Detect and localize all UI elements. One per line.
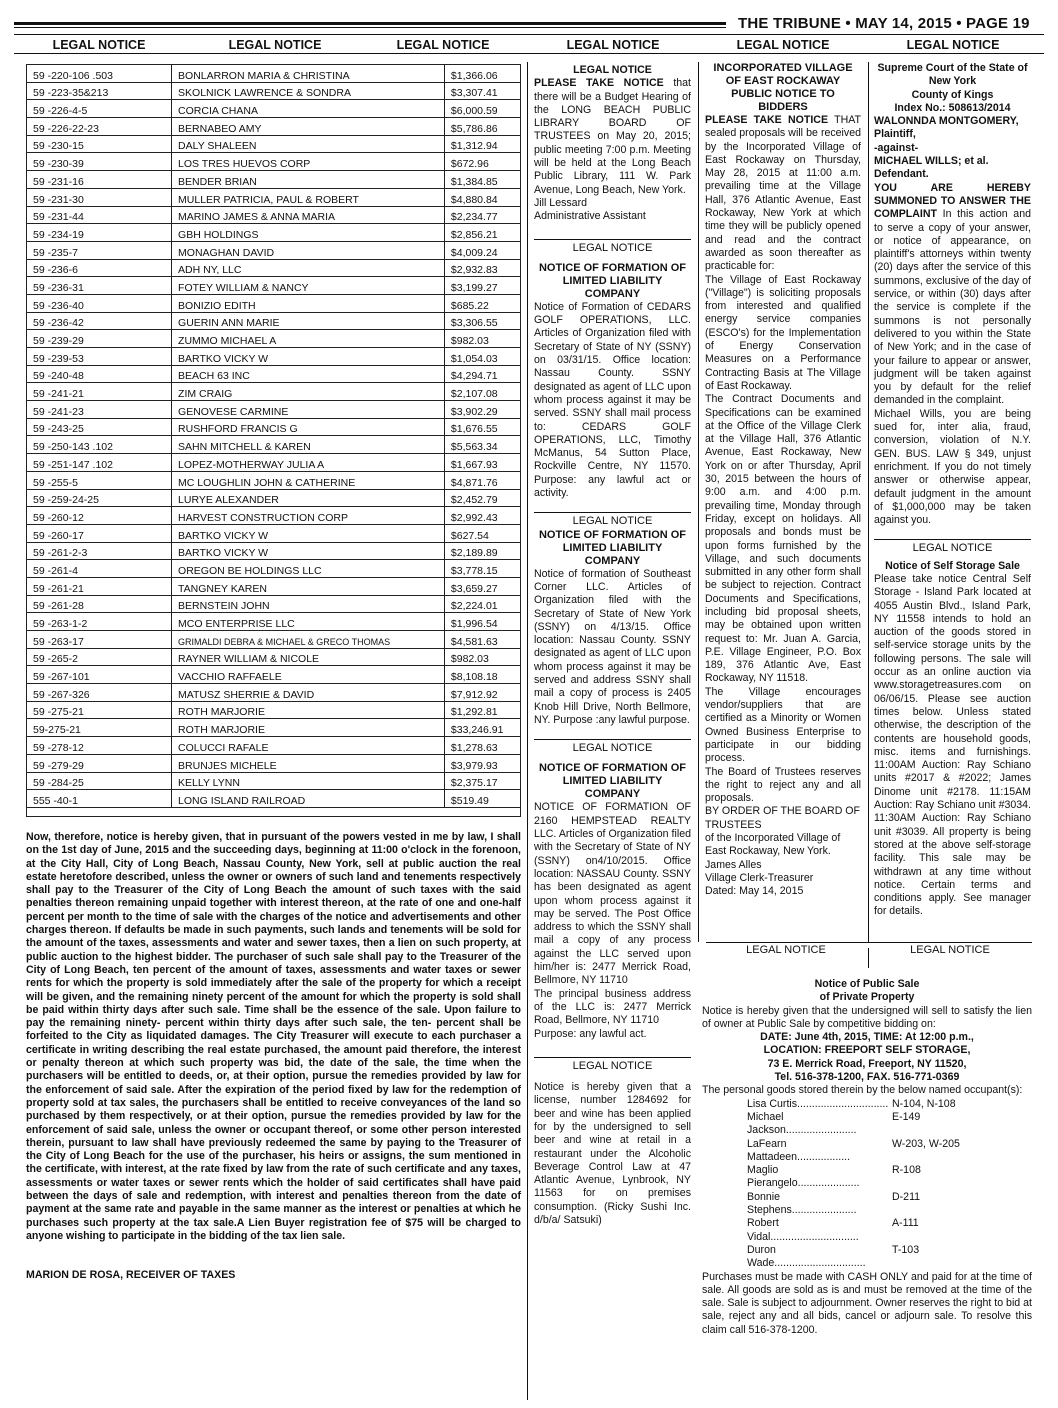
parcel-number: 59 -230-15 <box>27 135 172 153</box>
occupant-row <box>702 1138 1032 1165</box>
parcel-number: 59 -241-21 <box>27 383 172 401</box>
owner-name: VACCHIO RAFFAELE <box>172 666 445 684</box>
parcel-number: 59 -234-19 <box>27 224 172 242</box>
parcel-number: 59 -259-24-25 <box>27 489 172 507</box>
library-notice-heading: LEGAL NOTICE <box>573 64 652 76</box>
owner-name: GBH HOLDINGS <box>172 224 445 242</box>
owner-name: ADH NY, LLC <box>172 259 445 277</box>
parcel-number: 59 -255-5 <box>27 471 172 489</box>
plaintiff: WALONNDA MONTGOMERY, Plaintiff, <box>874 115 1019 141</box>
header-bottom-rule <box>14 53 1044 54</box>
owner-name: GENOVESE CARMINE <box>172 401 445 419</box>
bidders-notice-body <box>705 114 861 274</box>
parcel-number: 59 -263-1-2 <box>27 613 172 631</box>
amount-due: $6,000.59 <box>444 100 520 118</box>
bidders-notice-signature: BY ORDER OF THE BOARD OF TRUSTEES <box>705 805 861 831</box>
parcel-number: 59 -231-44 <box>27 206 172 224</box>
bidders-notice-signature: James Alles <box>705 858 762 871</box>
owner-name: GRIMALDI DEBRA & MICHAEL & GRECO THOMAS <box>172 631 445 649</box>
amount-due: $2,375.17 <box>444 772 520 790</box>
public-sale-subtitle: of Private Property <box>819 991 915 1004</box>
amount-due: $1,278.63 <box>444 737 520 755</box>
amount-due: $5,786.86 <box>444 118 520 136</box>
legal-notice-divider: LEGAL NOTICE <box>910 944 990 956</box>
amount-due: $4,871.76 <box>444 471 520 489</box>
lien-row <box>27 719 521 737</box>
amount-due: $1,384.85 <box>444 171 520 189</box>
occupant-name: Maglio Pierangelo..................... <box>747 1164 860 1190</box>
parcel-number: 59 -260-17 <box>27 524 172 542</box>
storage-sale-body: Please take notice Central Self Storage - Island Park located at 4055 Austin Blvd., Island Park, NY 11558 intends to hold an auction of the goods stored in self-service storage units by the following persons. The sale will occur as an online auction via www.storagetreasures.com on 06/06/15. Please see auction times below. Unless stated otherwise, the description of the contents are household goods, misc. items and furnishings. 11:00AM Auction: Ray Schiano units #2017 & #2022; James Dinome unit #2178. 11:15AM Auction: Ray Schiano unit #3034. 11:30AM Auction: Ray Schiano unit #3039. All property is being stored at the above self-storage facility. This sale may be withdrawn at any time without notice. Certain terms and conditions apply. See manager for details. <box>874 572 1031 918</box>
lien-row <box>27 312 521 330</box>
amount-due: $2,992.43 <box>444 507 520 525</box>
amount-due: $3,306.55 <box>444 312 520 330</box>
public-sale-location: LOCATION: FREEPORT SELF STORAGE, <box>763 1044 971 1057</box>
column-divider <box>868 948 869 968</box>
public-sale-intro: Notice is hereby given that the undersigned will sell to satisfy the lien of owner at Public Sale by competitive bidding on: <box>702 1004 1032 1030</box>
amount-due: $33,246.91 <box>444 719 520 737</box>
bidders-notice-signature: Village Clerk-Treasurer <box>705 871 814 884</box>
amount-due: $982.03 <box>444 330 520 348</box>
occupant-name: Robert Vidal.............................. <box>747 1217 859 1243</box>
lien-row <box>27 790 521 808</box>
lien-row <box>27 294 521 312</box>
amount-due: $627.54 <box>444 524 520 542</box>
llc-notice-body-purpose: Purpose: any lawful act. <box>534 1027 647 1040</box>
lien-row <box>27 613 521 631</box>
lien-row <box>27 542 521 560</box>
lien-row <box>27 471 521 489</box>
lien-row <box>27 365 521 383</box>
lien-row <box>27 241 521 259</box>
parcel-number: 59 -235-7 <box>27 241 172 259</box>
lien-row <box>27 436 521 454</box>
library-notice-signature-title: Administrative Assistant <box>534 210 646 223</box>
owner-name: MC LOUGHLIN JOHN & CATHERINE <box>172 471 445 489</box>
parcel-number: 59 -243-25 <box>27 418 172 436</box>
parcel-number: 555 -40-1 <box>27 790 172 808</box>
parcel-number: 59 -250-143 .102 <box>27 436 172 454</box>
public-sale-closing: Purchases must be made with CASH ONLY and paid for at the time of sale. All goods are sold as is and must be removed at the time of the sale. Sale is subject to adjournment. Owner reserves the right to bid at sale, reject any and all bids, cancel or adjourn sale. To resolve this claim call 516-378-1200. <box>702 1270 1032 1336</box>
column-header-2: LEGAL NOTICE <box>228 38 322 52</box>
amount-due: $4,294.71 <box>444 365 520 383</box>
llc-notice-body-address: The principal business address of the LLC is: 2477 Merrick Road, Bellmore, NY 11710 <box>534 987 691 1027</box>
lien-row <box>27 524 521 542</box>
parcel-number: 59 -239-53 <box>27 348 172 366</box>
parcel-number: 59 -226-4-5 <box>27 100 172 118</box>
owner-name: KELLY LYNN <box>172 772 445 790</box>
parcel-number: 59 -267-326 <box>27 684 172 702</box>
parcel-number: 59 -231-16 <box>27 171 172 189</box>
bidders-notice-paragraph: The Village encourages vendor/suppliers that are certified as a Minority or Women Owned Business Enterprise to participate in our bidding process. <box>705 685 861 765</box>
lien-row <box>27 153 521 171</box>
amount-due: $519.49 <box>444 790 520 808</box>
parcel-number: 59-275-21 <box>27 719 172 737</box>
owner-name: RUSHFORD FRANCIS G <box>172 418 445 436</box>
parcel-number: 59 -284-25 <box>27 772 172 790</box>
owner-name: DALY SHALEEN <box>172 135 445 153</box>
amount-due: $7,912.92 <box>444 684 520 702</box>
owner-name: TANGNEY KAREN <box>172 577 445 595</box>
owner-name: RAYNER WILLIAM & NICOLE <box>172 648 445 666</box>
public-sale-phone: Tel. 516-378-1200, FAX. 516-771-0369 <box>774 1071 960 1084</box>
defendant: MICHAEL WILLS; et al. Defendant. <box>874 155 989 181</box>
amount-due: $1,366.06 <box>444 65 520 83</box>
amount-due: $1,667.93 <box>444 454 520 472</box>
occupant-name: Duron Wade............................... <box>747 1243 866 1270</box>
parcel-number: 59 -260-12 <box>27 507 172 525</box>
column-4 <box>705 62 861 899</box>
amount-due: $982.03 <box>444 648 520 666</box>
parcel-number: 59 -236-40 <box>27 294 172 312</box>
amount-due: $3,199.27 <box>444 277 520 295</box>
occupant-unit: A-111 <box>892 1217 919 1230</box>
owner-name: ZIM CRAIG <box>172 383 445 401</box>
amount-due: $3,902.29 <box>444 401 520 419</box>
lien-row <box>27 666 521 684</box>
lien-row <box>27 100 521 118</box>
library-notice-body <box>534 77 691 197</box>
lien-row <box>27 560 521 578</box>
owner-name: BARTKO VICKY W <box>172 524 445 542</box>
lien-row <box>27 277 521 295</box>
owner-name: FOTEY WILLIAM & NANCY <box>172 277 445 295</box>
lien-row <box>27 684 521 702</box>
court-name: Supreme Court of the State of New York <box>877 62 1028 88</box>
column-divider <box>868 62 869 942</box>
library-notice-text: that there will be a Budget Hearing of the LONG BEACH PUBLIC LIBRARY BOARD OF TRUSTEES on May 20, 2015; public meeting 7:00 p.m. Meeting will be held at the Long Beach Public Library, 111 W. Park Avenue, Long Beach, New York. <box>534 77 691 196</box>
summons-body-2: Michael Wills, you are being sued for, inter alia, fraud, conversion, violation of N.Y. GEN. BUS. LAW § 349, unjust enrichment. If you do not timely answer or otherwise appear, default judgment in the amount of $1,000,000 may be taken against you. <box>874 407 1031 527</box>
owner-name: LURYE ALEXANDER <box>172 489 445 507</box>
amount-due: $1,676.55 <box>444 418 520 436</box>
amount-due: $1,996.54 <box>444 613 520 631</box>
amount-due: $2,932.83 <box>444 259 520 277</box>
owner-name: BERNSTEIN JOHN <box>172 595 445 613</box>
lien-row <box>27 454 521 472</box>
lien-row <box>27 348 521 366</box>
lien-row <box>27 737 521 755</box>
tax-sale-signature: MARION DE ROSA, RECEIVER OF TAXES <box>26 1269 236 1281</box>
column-header-5: LEGAL NOTICE <box>736 38 830 52</box>
amount-due: $3,307.41 <box>444 82 520 100</box>
summons-lead: YOU ARE HEREBY SUMMONED TO ANSWER THE COMPLAINT <box>874 181 1031 221</box>
occupant-name: Bonnie Stephens...................... <box>747 1190 857 1217</box>
occupant-unit: T-103 <box>892 1243 920 1256</box>
occupant-row <box>702 1111 1032 1138</box>
parcel-number: 59 -240-48 <box>27 365 172 383</box>
amount-due: $2,452.79 <box>444 489 520 507</box>
parcel-number: 59 -236-31 <box>27 277 172 295</box>
column-3 <box>534 64 691 1227</box>
header-top-rule <box>14 34 1044 35</box>
column-divider <box>527 62 528 1400</box>
column-header-6: LEGAL NOTICE <box>906 38 1000 52</box>
lien-row <box>27 631 521 649</box>
lien-row <box>27 401 521 419</box>
bidders-notice-title: INCORPORATED VILLAGE OF EAST ROCKAWAY PUBLIC NOTICE TO BIDDERS <box>713 62 853 113</box>
parcel-number: 59 -241-23 <box>27 401 172 419</box>
amount-due: $3,659.27 <box>444 577 520 595</box>
public-sale-notice <box>702 978 1032 1337</box>
owner-name: SAHN MITCHELL & KAREN <box>172 436 445 454</box>
llc-notice-title: NOTICE OF FORMATION OF LIMITED LIABILITY COMPANY <box>538 762 687 801</box>
owner-name: GUERIN ANN MARIE <box>172 312 445 330</box>
lien-row <box>27 507 521 525</box>
occupant-name: Lisa Curtis............................... <box>747 1097 889 1110</box>
llc-notice-body: Notice of formation of Southeast Corner LLC. Articles of Organization filed with the Secretary of State of New York (SSNY) on 4/13/15. Office location: Nassau County. SSNY designated as agent of LLC upon whom process against it may be served and address SSNY shall mail a copy of process is 2405 Knob Hill Drive, North Bellmore, NY. Purpose :any lawful purpose. <box>534 567 691 726</box>
lien-row <box>27 171 521 189</box>
lien-row <box>27 489 521 507</box>
occupant-row <box>702 1244 1032 1271</box>
legal-notice-divider: LEGAL NOTICE <box>534 239 691 255</box>
owner-name: BENDER BRIAN <box>172 171 445 189</box>
parcel-number: 59 -275-21 <box>27 701 172 719</box>
legal-notice-divider: LEGAL NOTICE <box>746 944 826 956</box>
occupant-unit: N-104, N-108 <box>892 1097 956 1110</box>
lien-row <box>27 648 521 666</box>
legal-notice-divider: LEGAL NOTICE <box>534 739 691 755</box>
parcel-number: 59 -236-42 <box>27 312 172 330</box>
occupant-row <box>702 1217 1032 1244</box>
tax-lien-table <box>26 64 521 808</box>
owner-name: ROTH MARJORIE <box>172 701 445 719</box>
legal-notice-divider: LEGAL NOTICE <box>874 539 1031 555</box>
amount-due: $2,107.08 <box>444 383 520 401</box>
amount-due: $2,234.77 <box>444 206 520 224</box>
lien-row <box>27 418 521 436</box>
owner-name: SKOLNICK LAWRENCE & SONDRA <box>172 82 445 100</box>
library-notice-lead: PLEASE TAKE NOTICE <box>534 77 664 90</box>
lien-row <box>27 259 521 277</box>
summons-body <box>874 182 1031 408</box>
parcel-number: 59 -236-6 <box>27 259 172 277</box>
liquor-license-notice: Notice is hereby given that a license, number 1284692 for beer and wine has been applied for by the undersigned to sell beer and wine at retail in a restaurant under the Alcoholic Beverage Control Law at 47 Atlantic Avenue, Lynbrook, NY 11563 for on premises consumption. (Ricky Sushi Inc. d/b/a/ Satsuki) <box>534 1081 691 1227</box>
parcel-number: 59 -261-4 <box>27 560 172 578</box>
amount-due: $1,292.81 <box>444 701 520 719</box>
bidders-notice-paragraph: The Board of Trustees reserves the right to reject any and all proposals. <box>705 765 861 805</box>
parcel-number: 59 -263-17 <box>27 631 172 649</box>
owner-name: LOPEZ-MOTHERWAY JULIA A <box>172 454 445 472</box>
bidders-notice-paragraph: The Contract Documents and Specifications can be examined at the Office of the Village Clerk at the Village Hall, 376 Atlantic Avenue, East Rockaway, New York on or after Thursday, April 30, 2015 between the hours of 9:00 a.m. and 4:00 p.m. prevailing time, Monday through Friday, except on holidays. All proposals and bonds must be upon forms furnished by the Village, and such documents submitted in any other form shall be subject to rejection. Contract Documents and Specifications, including bid proposal sheets, may be obtained upon written request to: Mr. Juan A. Garcia, P.E. Village Engineer, P.O. Box 189, 376 Atlantic Ave, East Rockaway, NY 11518. <box>705 393 861 685</box>
amount-due: $5,563.34 <box>444 436 520 454</box>
occupant-unit: E-149 <box>892 1110 921 1123</box>
lien-row <box>27 65 521 83</box>
amount-due: $1,312.94 <box>444 135 520 153</box>
public-sale-goods-line: The personal goods stored therein by the below named occupant(s): <box>702 1084 1023 1097</box>
parcel-number: 59 -231-30 <box>27 188 172 206</box>
owner-name: BARTKO VICKY W <box>172 348 445 366</box>
parcel-number: 59 -267-101 <box>27 666 172 684</box>
lien-row <box>27 701 521 719</box>
public-sale-date: DATE: June 4th, 2015, TIME: At 12:00 p.m., <box>760 1031 974 1044</box>
storage-sale-title: Notice of Self Storage Sale <box>885 559 1020 572</box>
occupant-unit: D-211 <box>892 1190 921 1203</box>
library-notice-signature-name: Jill Lessard <box>534 196 587 209</box>
llc-notice-title: NOTICE OF FORMATION OF LIMITED LIABILITY COMPANY <box>538 261 687 300</box>
parcel-number: 59 -239-29 <box>27 330 172 348</box>
owner-name: MATUSZ SHERRIE & DAVID <box>172 684 445 702</box>
lien-row <box>27 188 521 206</box>
court-county: County of Kings <box>911 88 994 101</box>
bidders-notice-signature: of the Incorporated Village of East Rockaway, New York. <box>705 832 841 858</box>
occupant-row <box>702 1164 1032 1191</box>
column-header-4: LEGAL NOTICE <box>566 38 660 52</box>
occupant-unit: W-203, W-205 <box>892 1137 960 1150</box>
lien-row <box>27 772 521 790</box>
owner-name: BONLARRON MARIA & CHRISTINA <box>172 65 445 83</box>
owner-name: MCO ENTERPRISE LLC <box>172 613 445 631</box>
owner-name: BARTKO VICKY W <box>172 542 445 560</box>
bidders-notice-date: Dated: May 14, 2015 <box>705 885 804 898</box>
parcel-number: 59 -220-106 .503 <box>27 65 172 83</box>
amount-due: $3,778.15 <box>444 560 520 578</box>
amount-due: $4,581.63 <box>444 631 520 649</box>
amount-due: $672.96 <box>444 153 520 171</box>
occupant-name: LaFearn Mattadeen.................. <box>747 1137 851 1163</box>
owner-name: COLUCCI RAFALE <box>172 737 445 755</box>
amount-due: $1,054.03 <box>444 348 520 366</box>
owner-name: MULLER PATRICIA, PAUL & ROBERT <box>172 188 445 206</box>
tax-sale-notice: Now, therefore, notice is hereby given, that in pursuant of the powers vested in me by law, I shall on the 1st day of June, 2015 and the succeeding days, beginning at 11:00 o'clock in the forenoon, at the City Hall, City of Long Beach, Nassau County, New York, sell at public auction the real estate heretofore described, unless the owner or owners of such land and tenements respectively shall pay to the Treasurer of the City of Long Beach the amount of such taxes with the said penalties thereon remaining unpaid together with interest thereon, at the rate of one and one-half percent per month to the time of sale with the charges of the notice and advertisements and other charges thereon. If defaults be made in such payments, such lands and tenements will be sold for the amount of the taxes, assessments and water and sewer taxes, then a lien on such property, at public auction to the highest bidder. The purchaser of such sale shall pay to the Treasurer of the City of Long Beach, ten percent of the amount of taxes, assessments and water taxes or sewer rents for which the property is sold immediately after the sale of the property for which a receipt will be given, and the remaining ninety percent of the amount for which the property is sold shall be paid within thirty days after such sale. Time shall be the essence of the sale. Upon failure to pay the remaining ninety- percent within thirty days after such sale, the ten- percent shall be forfeited to the City as liquidated damages. The City Treasurer will execute to each purchaser a certificate in writing describing the real estate purchased, the amount paid therefore, the interest or penalty thereon at which such property was bid, the date of the sale, the time when the purchasers will be entitled to deeds, or, at their option, pursue the remedies provided by law for the enforcement of said sale. After the expiration of the period fixed by law for the redemption of property sold at tax sales, the purchasers shall be entitled to receive conveyances of the land so purchased by them respectively, or at their option, pursue the remedies provided by law for the enforcement of said sale, unless the owner or occupant thereof, or some other person interested therein, pursuant to law shall have previously redeemed the same by paying to the Treasurer of the City of Long Beach for the use of the purchaser, his heirs or assigns, the sum mentioned in the certificate, with interest, at the rate fixed by law from the rate of such certificate and any taxes, assessments or water taxes or sewer rents which the holder of said certificates shall have paid between the days of sale and redemption, with interest and penalties thereon from the date of payment at the same rate and payable in the same manner as the interest or penalties at which he purchases such property at the tax sale.A Lien Buyer registration fee of $75 will be charged to anyone wishing to participate in the bidding of the tax lien sale. <box>26 831 521 1242</box>
legal-notice-divider: LEGAL NOTICE <box>534 512 691 528</box>
column-header-1: LEGAL NOTICE <box>52 38 146 52</box>
owner-name: LONG ISLAND RAILROAD <box>172 790 445 808</box>
owner-name: MARINO JAMES & ANNA MARIA <box>172 206 445 224</box>
owner-name: LOS TRES HUEVOS CORP <box>172 153 445 171</box>
lien-row <box>27 383 521 401</box>
lien-row <box>27 224 521 242</box>
occupant-list <box>702 1098 1032 1271</box>
owner-name: ZUMMO MICHAEL A <box>172 330 445 348</box>
parcel-number: 59 -261-2-3 <box>27 542 172 560</box>
owner-name: ROTH MARJORIE <box>172 719 445 737</box>
owner-name: CORCIA CHANA <box>172 100 445 118</box>
owner-name: OREGON BE HOLDINGS LLC <box>172 560 445 578</box>
owner-name: BEACH 63 INC <box>172 365 445 383</box>
parcel-number: 59 -223-35&213 <box>27 82 172 100</box>
amount-due: $4,880.84 <box>444 188 520 206</box>
owner-name: MONAGHAN DAVID <box>172 241 445 259</box>
parcel-number: 59 -265-2 <box>27 648 172 666</box>
court-index-number: Index No.: 508613/2014 <box>894 101 1011 114</box>
legal-notice-divider: LEGAL NOTICE <box>534 1057 691 1073</box>
against: -against- <box>874 141 919 154</box>
column-divider <box>698 62 699 942</box>
llc-notice-title: NOTICE OF FORMATION OF LIMITED LIABILITY COMPANY <box>538 528 687 567</box>
occupant-row <box>702 1191 1032 1218</box>
bottom-notice-rule <box>706 942 1032 943</box>
llc-notice-body: Notice of Formation of CEDARS GOLF OPERATIONS, LLC. Articles of Organization filed with Secretary of State of NY (SSNY) on 03/31/15. Office location: Nassau County. SSNY designated as agent of LLC upon whom process against it may be served. SSNY shall mail process to: CEDARS GOLF OPERATIONS, LLC, Timothy McManus, 54 Sutton Place, Rockville Centre, NY 11570. Purpose: any lawful act or activity. <box>534 300 691 500</box>
bidders-notice-text: THAT sealed proposals will be received by the Incorporated Village of East Rockaway on Thursday, May 28, 2015 at 11:00 a.m. prevailing time at the Village Hall, 376 Atlantic Avenue, East Rockaway, New York at which time they will be publicly opened and read and the contract awarded as soon thereafter as practicable for: <box>705 114 861 273</box>
lien-row <box>27 82 521 100</box>
masthead-rule <box>14 22 726 28</box>
lien-row <box>27 595 521 613</box>
amount-due: $2,224.01 <box>444 595 520 613</box>
parcel-number: 59 -261-28 <box>27 595 172 613</box>
owner-name: BONIZIO EDITH <box>172 294 445 312</box>
parcel-number: 59 -261-21 <box>27 577 172 595</box>
summons-text: In this action and to serve a copy of your answer, or notice of appearance, on plaintiff's attorneys within twenty (20) days after the service of this summons, exclusive of the day of service, or within (30) days after the service is complete if the summons is not personally delivered to you within the State of New York; and in the case of your failure to appear or answer, judgment will be taken against you by default for the relief demanded in the complaint. <box>874 208 1031 407</box>
amount-due: $8,108.18 <box>444 666 520 684</box>
lien-row <box>27 135 521 153</box>
amount-due: $2,856.21 <box>444 224 520 242</box>
owner-name: BERNABEO AMY <box>172 118 445 136</box>
parcel-number: 59 -230-39 <box>27 153 172 171</box>
amount-due: $685.22 <box>444 294 520 312</box>
public-sale-title: Notice of Public Sale <box>814 978 920 990</box>
column-header-3: LEGAL NOTICE <box>396 38 490 52</box>
parcel-number: 59 -278-12 <box>27 737 172 755</box>
parcel-number: 59 -251-147 .102 <box>27 454 172 472</box>
occupant-unit: R-108 <box>892 1164 921 1177</box>
public-sale-address: 73 E. Merrick Road, Freeport, NY 11520, <box>767 1057 967 1070</box>
column-5 <box>874 62 1031 919</box>
occupant-name: Michael Jackson........................ <box>747 1110 857 1137</box>
masthead: THE TRIBUNE • MAY 14, 2015 • PAGE 19 <box>738 15 1030 32</box>
bidders-notice-lead: PLEASE TAKE NOTICE <box>705 114 829 126</box>
occupant-row <box>702 1098 1032 1111</box>
lien-row <box>27 118 521 136</box>
lien-row <box>27 754 521 772</box>
owner-name: BRUNJES MICHELE <box>172 754 445 772</box>
amount-due: $4,009.24 <box>444 241 520 259</box>
lien-row <box>27 206 521 224</box>
lien-row <box>27 577 521 595</box>
amount-due: $2,189.89 <box>444 542 520 560</box>
parcel-number: 59 -279-29 <box>27 754 172 772</box>
amount-due: $3,979.93 <box>444 754 520 772</box>
parcel-number: 59 -226-22-23 <box>27 118 172 136</box>
bidders-notice-paragraph: The Village of East Rockaway ("Village") is soliciting proposals from interested and qualified energy service companies (ESCO's) for the Implementation of Energy Conservation Measures on a Performance Contracting Basis at The Village of East Rockaway. <box>705 273 861 392</box>
llc-notice-body: NOTICE OF FORMATION OF 2160 HEMPSTEAD REALTY LLC. Articles of Organization filed with the Secretary of State of NY (SSNY) on4/10/2015. Office location: NASSAU County. SSNY has been designated as agent upon whom process against it may be served. The Post Office address to which the SSNY shall mail a copy of any process against the LLC served upon him/her is: 2477 Merrick Road, Bellmore, NY 11710 <box>534 801 691 987</box>
owner-name: HARVEST CONSTRUCTION CORP <box>172 507 445 525</box>
lien-row <box>27 330 521 348</box>
